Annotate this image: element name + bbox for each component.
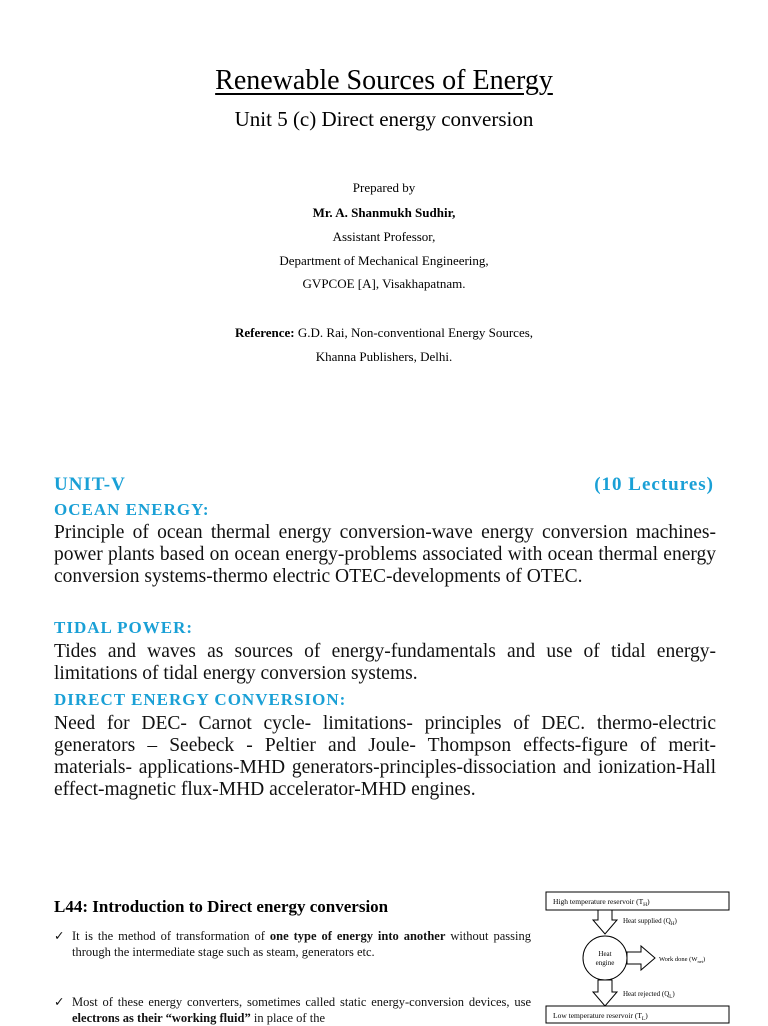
work-done-label: Work done $(W_{net})$ <box>659 956 706 964</box>
lecture-heading: L44: Introduction to Direct energy conversion <box>54 897 389 916</box>
bullet-definition: ✓ It is the method of transformation of one type of energy into another without passing through the intermediate stage such as steam, generators etc. <box>54 929 531 959</box>
prepared-by-label: Prepared by <box>352 180 416 195</box>
tidal-power-heading: TIDAL POWER: <box>54 618 194 637</box>
heat-supplied-label: Heat supplied $(Q_H)$ <box>623 917 677 927</box>
author-position: Assistant Professor, <box>332 229 436 244</box>
heat-in-arrow <box>593 910 617 934</box>
ocean-energy-text: Principle of ocean thermal energy conversion-wave energy conversion machines-power plants based on ocean energy-problems associated with ocean thermal energy conversion systems-thermo electric OTEC-developments of OTEC. <box>54 522 716 587</box>
author-name: Mr. A. Shanmukh Sudhir, <box>312 205 456 220</box>
low-reservoir-label: Low temperature reservoir $(T_L)$ <box>553 1011 648 1022</box>
heat-out-arrow <box>593 980 617 1006</box>
tidal-power-text: Tides and waves as sources of energy-fundamentals and use of tidal energy-limitations of tidal energy conversion systems. <box>54 641 716 684</box>
reference-line: Reference: G.D. Rai, Non-conventional Energy Sources, <box>234 325 534 340</box>
heat-rejected-label: Heat rejected $(Q_L)$ <box>623 990 675 1000</box>
heat-engine-diagram <box>545 888 730 1024</box>
document-title: Renewable Sources of Energy <box>215 65 553 96</box>
check-icon: ✓ <box>54 929 65 943</box>
engine-label-line2: engine <box>595 959 615 967</box>
high-reservoir-label: High temperature reservoir $(T_H)$ <box>553 897 650 908</box>
dec-heading: DIRECT ENERGY CONVERSION: <box>54 690 347 709</box>
syllabus-lectures: (10 Lectures) <box>594 474 714 495</box>
author-institute: GVPCOE [A], Visakhapatnam. <box>302 276 466 291</box>
engine-label-line1: Heat <box>598 950 612 958</box>
dec-text: Need for DEC- Carnot cycle- limitations- principles of DEC. thermo-electric generators – Seebeck - Peltier and Joule- Thompson effects-figure of merit- materials- applications-MHD generators-principles-dissociation and ionization-Hall effect-magnetic flux-MHD accelerator-MHD engines. <box>54 713 716 800</box>
document-subtitle: Unit 5 (c) Direct energy conversion <box>234 107 534 131</box>
work-out-arrow <box>627 946 655 970</box>
check-icon: ✓ <box>54 995 65 1009</box>
bullet-static-converters: ✓ Most of these energy converters, sometimes called static energy-conversion devices, use electrons as their “working fluid” in place of the <box>54 995 531 1025</box>
heat-engine-circle <box>583 936 627 980</box>
author-department: Department of Mechanical Engineering, <box>279 253 489 268</box>
ocean-energy-heading: OCEAN ENERGY: <box>54 500 210 519</box>
syllabus-unit: UNIT-V <box>54 474 126 495</box>
reference-publisher: Khanna Publishers, Delhi. <box>315 349 453 364</box>
